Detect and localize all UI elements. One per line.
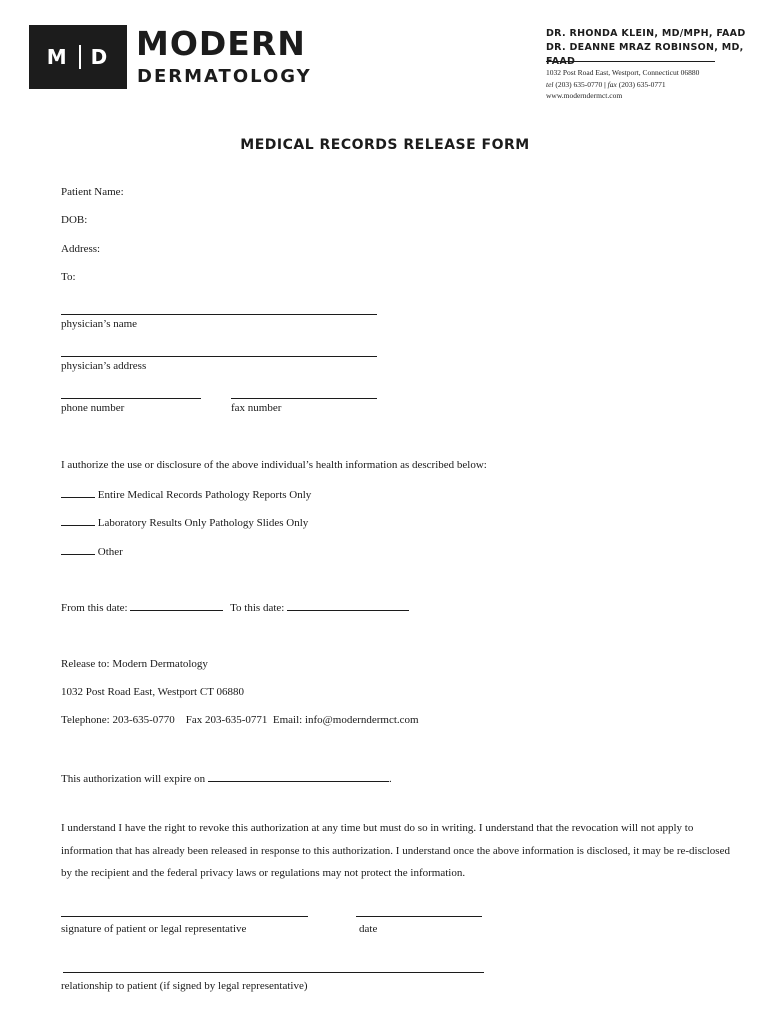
option-label: Other xyxy=(97,546,123,558)
logo-letter-d: D xyxy=(90,45,110,69)
fax-label-field: fax number xyxy=(231,402,282,414)
doctor-list xyxy=(546,27,770,69)
option-label: Laboratory Results Only Pathology Slides Only xyxy=(97,517,309,529)
expire-row xyxy=(61,770,392,786)
tel-number: (203) 635-0770 xyxy=(555,79,603,89)
address-label[interactable]: Address: xyxy=(61,243,101,255)
relationship-line[interactable] xyxy=(63,972,484,973)
dob-label[interactable]: DOB: xyxy=(61,214,88,226)
option-row xyxy=(61,514,308,530)
release-address: 1032 Post Road East, Westport CT 06880 xyxy=(61,686,244,698)
logo-letter-m: M xyxy=(46,45,69,69)
logo-mark xyxy=(29,25,127,89)
phone-line[interactable] xyxy=(61,398,201,399)
brand-name-line1: MODERN xyxy=(136,24,306,63)
date-line[interactable] xyxy=(356,916,482,917)
physician-address-line[interactable] xyxy=(61,356,377,357)
expire-end: . xyxy=(388,773,392,785)
option-row xyxy=(61,543,123,559)
release-contact: Telephone: 203-635-0770 Fax 203-635-0771 Email: info@moderndermct.com xyxy=(61,714,419,726)
from-date-field[interactable] xyxy=(130,599,223,611)
fax-line[interactable] xyxy=(231,398,377,399)
phone-label: phone number xyxy=(61,402,125,414)
doctor-name: DR. DEANNE MRAZ ROBINSON, MD, xyxy=(546,42,744,53)
page-title: MEDICAL RECORDS RELEASE FORM xyxy=(240,137,530,153)
practice-phone-fax: tel (203) 635-0770 | fax (203) 635-0771 xyxy=(546,79,666,89)
practice-website[interactable]: www.moderndermct.com xyxy=(546,91,623,100)
authorize-intro: I authorize the use or disclosure of the above individual’s health information as described below: xyxy=(61,459,487,471)
to-date-field[interactable] xyxy=(287,599,409,611)
physician-name-label: physician’s name xyxy=(61,318,138,330)
from-date-label: From this date: xyxy=(61,602,128,614)
signature-line[interactable] xyxy=(61,916,308,917)
option-row xyxy=(61,486,311,502)
option-checkbox-blank[interactable] xyxy=(61,543,95,555)
date-range-row xyxy=(61,599,409,615)
expire-label: This authorization will expire on xyxy=(61,773,206,785)
brand-name-line2: DERMATOLOGY xyxy=(137,66,312,87)
fax-label: fax xyxy=(607,79,617,89)
to-date-label: To this date: xyxy=(230,602,285,614)
option-label: Entire Medical Records Pathology Reports Only xyxy=(97,489,312,501)
doctor-name: DR. RHONDA KLEIN, MD/MPH, FAAD xyxy=(546,28,746,39)
patient-name-label[interactable]: Patient Name: xyxy=(61,186,124,198)
to-label[interactable]: To: xyxy=(61,271,76,283)
relationship-label: relationship to patient (if signed by legal representative) xyxy=(61,980,308,992)
logo-divider xyxy=(79,45,81,69)
release-to: Release to: Modern Dermatology xyxy=(61,658,208,670)
signature-label: signature of patient or legal representative xyxy=(61,923,247,935)
physician-name-line[interactable] xyxy=(61,314,377,315)
header-divider xyxy=(546,61,715,62)
revocation-statement: I understand I have the right to revoke this authorization at any time but must do so in writing. I understand that the revocation will not apply to information that has already been released in response to this authorization. I understand once the above information is disclosed, it may be re-disclosed by the recipient and the federal privacy laws or regulations may not protect the information. xyxy=(61,822,730,879)
practice-address: 1032 Post Road East, Westport, Connecticut 06880 xyxy=(546,68,700,77)
option-checkbox-blank[interactable] xyxy=(61,514,95,526)
practice-contact xyxy=(546,67,699,102)
date-label: date xyxy=(359,923,378,935)
fax-number: (203) 635-0771 xyxy=(618,79,666,89)
physician-address-label: physician’s address xyxy=(61,360,147,372)
option-checkbox-blank[interactable] xyxy=(61,486,95,498)
expire-date-field[interactable] xyxy=(208,770,389,782)
tel-label: tel xyxy=(546,79,554,89)
